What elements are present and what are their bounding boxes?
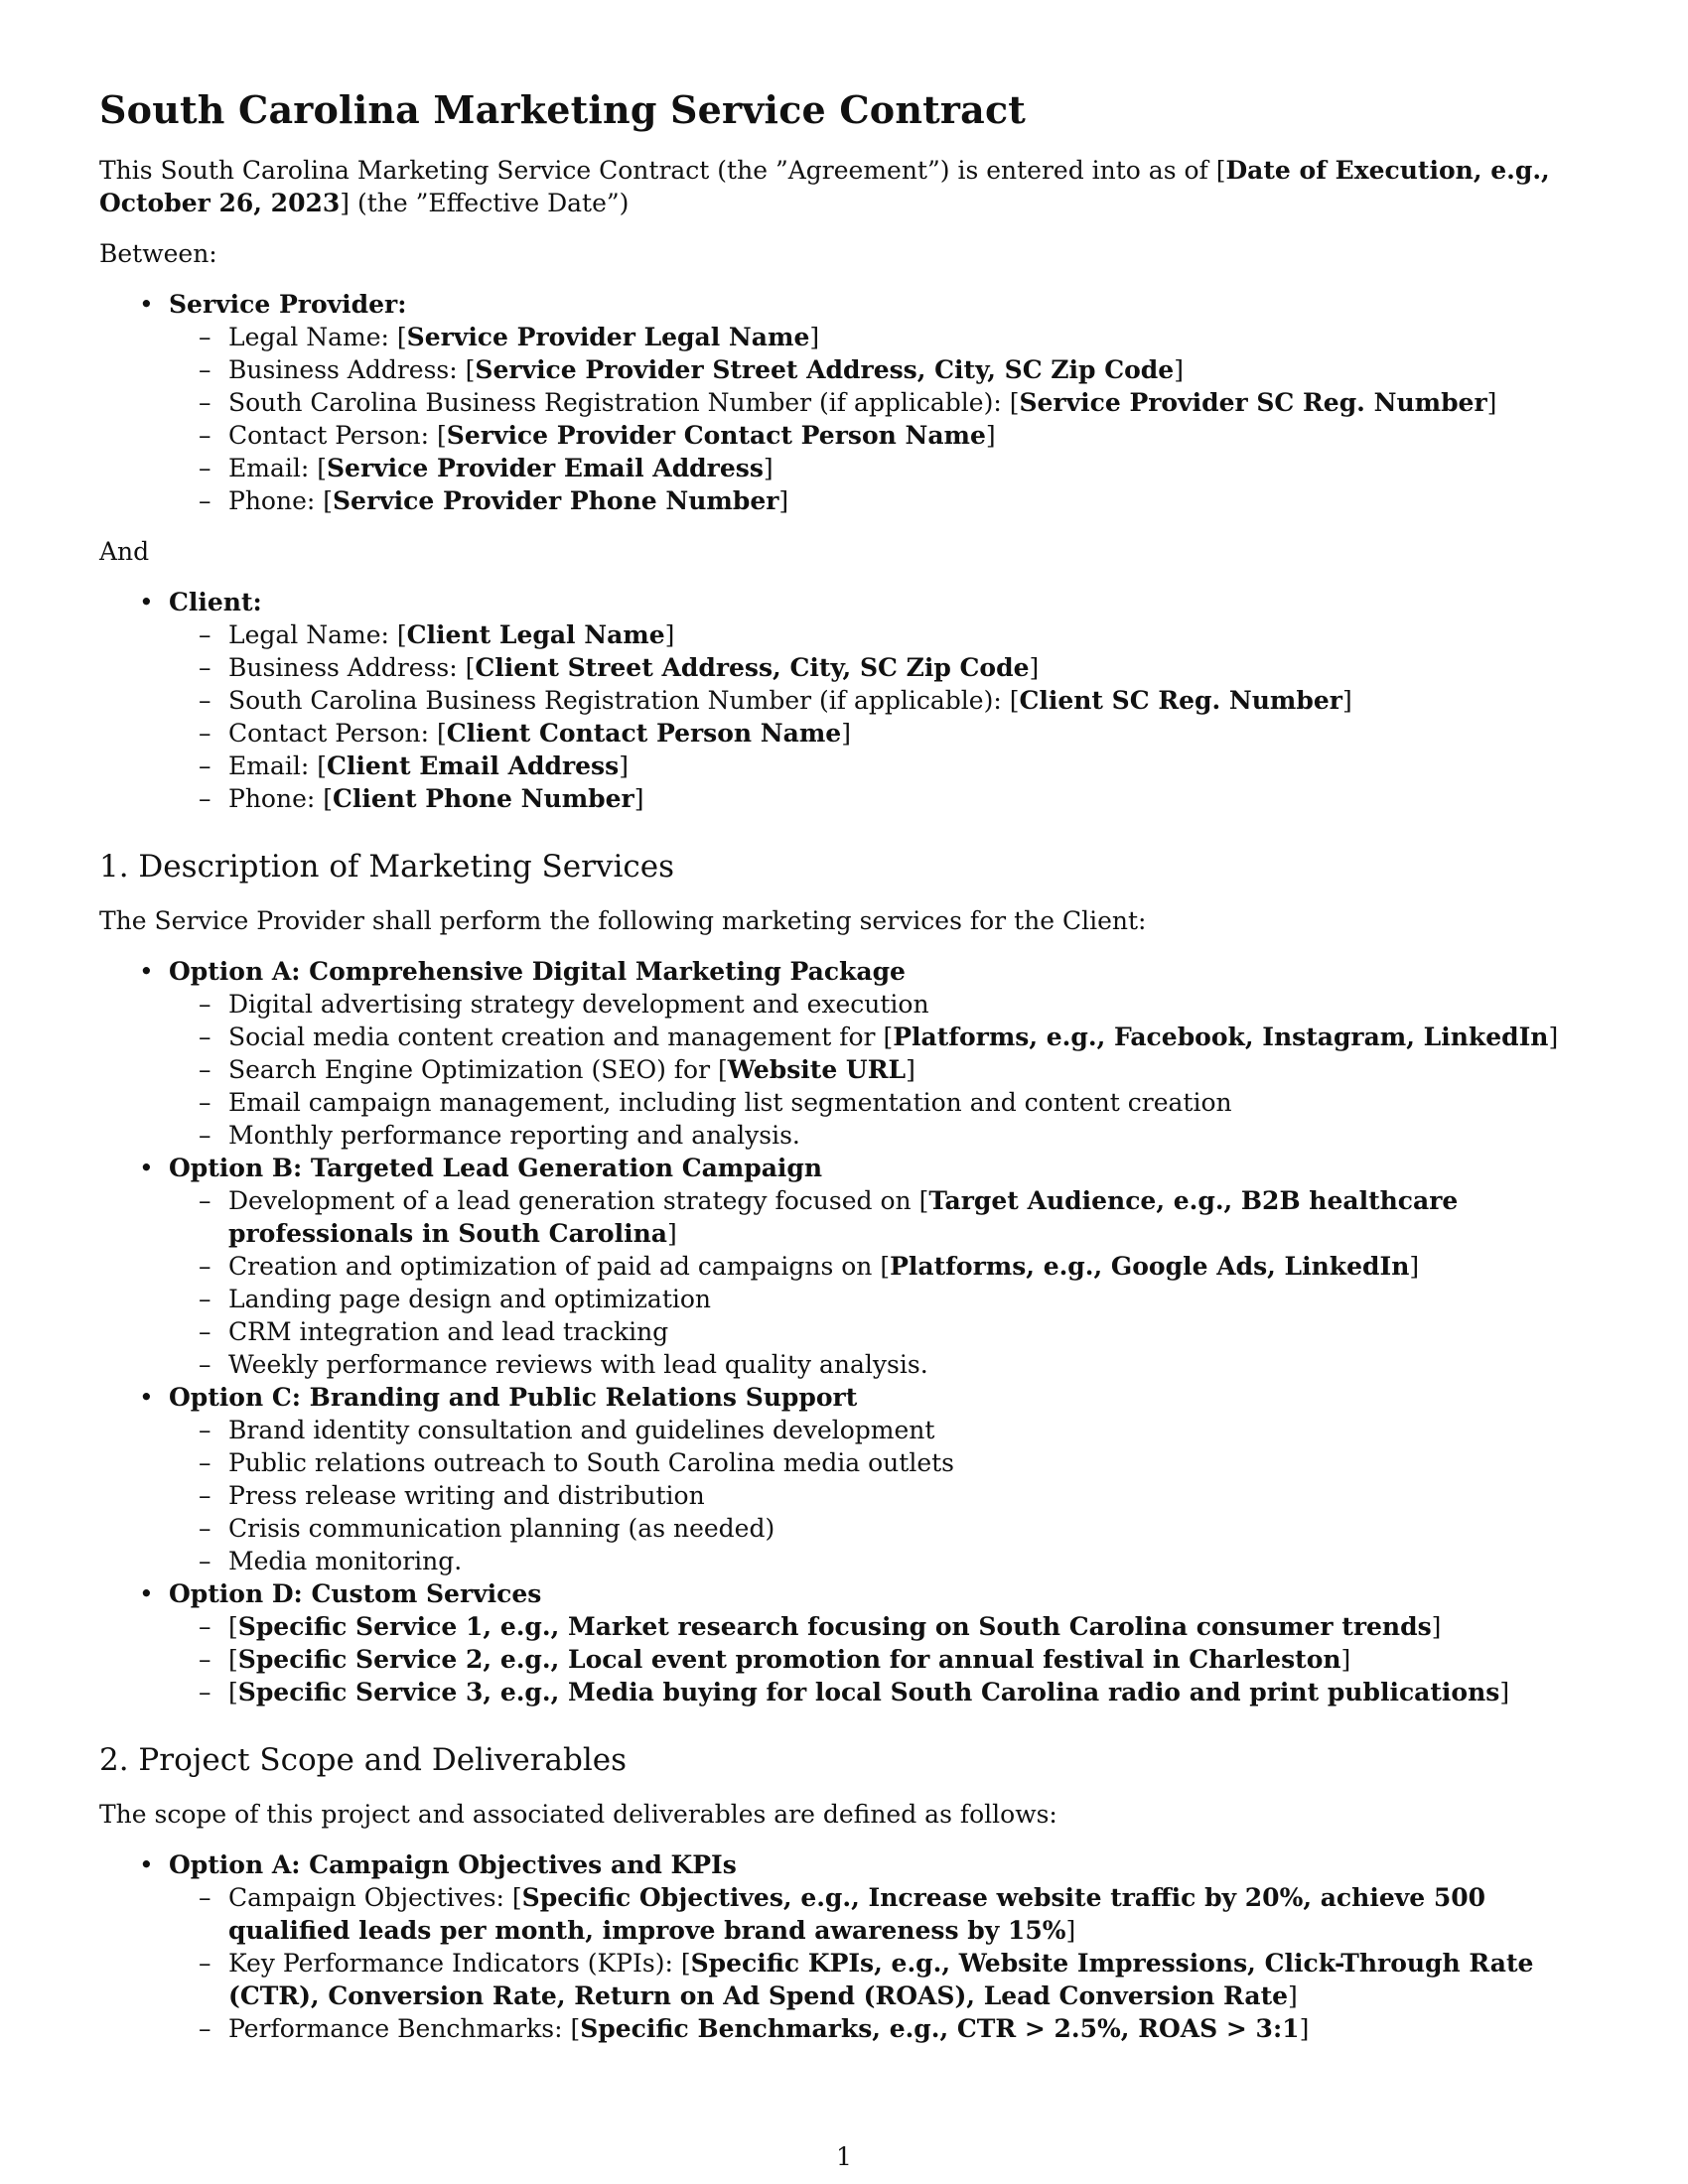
option-heading: Option A: Campaign Objectives and KPIs xyxy=(169,1850,737,1879)
option-a-scope xyxy=(139,1848,1589,2045)
item-text: Key Performance Indicators (KPIs): xyxy=(228,1949,681,1978)
detail-label: Business Address: xyxy=(228,355,458,384)
detail-label: Contact Person: xyxy=(228,719,430,748)
detail-label: Legal Name: xyxy=(228,323,389,351)
scope-item: – Campaign Objectives: [Specific Objectives, e.g., Increase website traffic by 20%, achieve 500 qualified leads per month, improve brand awareness by 15%] xyxy=(199,1881,1589,1947)
section-1-intro: The Service Provider shall perform the following marketing services for the Client: xyxy=(99,906,1147,935)
client-details xyxy=(169,618,1589,815)
client-detail: – Email: [Client Email Address] xyxy=(199,750,1589,782)
and-label: And xyxy=(99,537,150,566)
intro-text-2: ] (the ”Effective Date”) xyxy=(340,189,630,217)
detail-placeholder: Client Email Address xyxy=(326,751,620,780)
detail-label: Contact Person: xyxy=(228,421,430,450)
scope-item: – Performance Benchmarks: [Specific Benchmarks, e.g., CTR > 2.5%, ROAS > 3:1] xyxy=(199,2012,1589,2045)
scope-list xyxy=(99,1848,1589,2045)
services-list xyxy=(99,955,1589,1708)
option-items xyxy=(169,1610,1589,1708)
detail-placeholder: Client Legal Name xyxy=(406,620,665,649)
detail-label: Phone: xyxy=(228,784,316,813)
detail-placeholder: Client Contact Person Name xyxy=(446,719,842,748)
service-item: – CRM integration and lead tracking xyxy=(199,1315,1589,1348)
detail-placeholder: Client Street Address, City, SC Zip Code xyxy=(475,653,1030,682)
detail-label: Phone: xyxy=(228,486,316,515)
option-a-services xyxy=(139,955,1589,1152)
client-heading: Client: xyxy=(169,588,262,616)
section-2-heading: 2. Project Scope and Deliverables xyxy=(99,1742,628,1778)
detail-label: South Carolina Business Registration Number (if applicable): xyxy=(228,686,1002,715)
service-item: – Public relations outreach to South Carolina media outlets xyxy=(199,1446,1589,1479)
service-item: – Monthly performance reporting and analysis. xyxy=(199,1119,1589,1152)
detail-label: Email: xyxy=(228,454,310,482)
item-placeholder: Specific Objectives, e.g., Increase website traffic by 20%, achieve 500 qualified leads per month, improve brand awareness by 15% xyxy=(228,1883,1486,1945)
provider-details xyxy=(169,321,1589,517)
client-detail: – South Carolina Business Registration Number (if applicable): [Client SC Reg. Number] xyxy=(199,684,1589,717)
option-heading: Option D: Custom Services xyxy=(169,1579,542,1608)
service-item: – Crisis communication planning (as needed) xyxy=(199,1512,1589,1545)
service-item: – [Specific Service 2, e.g., Local event promotion for annual festival in Charleston] xyxy=(199,1643,1589,1676)
option-b-services xyxy=(139,1152,1589,1381)
provider-detail: – Legal Name: [Service Provider Legal Name] xyxy=(199,321,1589,353)
item-text: Search Engine Optimization (SEO) for xyxy=(228,1055,719,1084)
service-item: – Development of a lead generation strategy focused on [Target Audience, e.g., B2B healthcare professionals in South Carolina] xyxy=(199,1184,1589,1250)
page-number: 1 xyxy=(836,2142,852,2171)
client-item xyxy=(139,586,1589,815)
detail-placeholder: Service Provider Email Address xyxy=(326,454,764,482)
option-heading: Option C: Branding and Public Relations Support xyxy=(169,1383,858,1412)
detail-placeholder: Client Phone Number xyxy=(333,784,634,813)
option-items xyxy=(169,1414,1589,1577)
service-item: – Media monitoring. xyxy=(199,1545,1589,1577)
provider-list xyxy=(99,288,1589,517)
item-placeholder: Platforms, e.g., Facebook, Instagram, LinkedIn xyxy=(893,1023,1549,1051)
item-placeholder: Target Audience, e.g., B2B healthcare professionals in South Carolina xyxy=(228,1186,1459,1248)
service-item: – [Specific Service 1, e.g., Market research focusing on South Carolina consumer trends] xyxy=(199,1610,1589,1643)
option-heading: Option B: Targeted Lead Generation Campaign xyxy=(169,1154,823,1182)
service-item: – [Specific Service 3, e.g., Media buying for local South Carolina radio and print publications] xyxy=(199,1676,1589,1708)
document-page xyxy=(99,87,1589,2063)
option-items xyxy=(169,1881,1589,2045)
service-item: – Press release writing and distribution xyxy=(199,1479,1589,1512)
intro-paragraph xyxy=(99,154,1589,219)
option-c-services xyxy=(139,1381,1589,1577)
item-placeholder: Specific Benchmarks, e.g., CTR > 2.5%, ROAS > 3:1 xyxy=(580,2014,1300,2043)
option-heading: Option A: Comprehensive Digital Marketing Package xyxy=(169,957,906,986)
service-item: – Brand identity consultation and guidelines development xyxy=(199,1414,1589,1446)
detail-placeholder: Service Provider Legal Name xyxy=(406,323,810,351)
service-item: – Search Engine Optimization (SEO) for [Website URL] xyxy=(199,1053,1589,1086)
section-1-heading: 1. Description of Marketing Services xyxy=(99,849,674,885)
item-placeholder: Website URL xyxy=(727,1055,907,1084)
service-item: – Digital advertising strategy development and execution xyxy=(199,988,1589,1021)
intro-text-1: This South Carolina Marketing Service Contract (the ”Agreement”) is entered into as of [ xyxy=(99,156,1226,185)
detail-placeholder: Service Provider Contact Person Name xyxy=(446,421,986,450)
detail-placeholder: Service Provider Phone Number xyxy=(333,486,779,515)
provider-heading: Service Provider: xyxy=(169,290,407,319)
provider-detail: – Business Address: [Service Provider Street Address, City, SC Zip Code] xyxy=(199,353,1589,386)
item-text: Social media content creation and management for xyxy=(228,1023,884,1051)
item-placeholder: Specific Service 2, e.g., Local event promotion for annual festival in Charleston xyxy=(237,1645,1341,1674)
detail-label: Legal Name: xyxy=(228,620,389,649)
scope-item: – Key Performance Indicators (KPIs): [Specific KPIs, e.g., Website Impressions, Click-Through Rate (CTR), Conversion Rate, Return on Ad Spend (ROAS), Lead Conversion Rate] xyxy=(199,1947,1589,2012)
service-item: – Social media content creation and management for [Platforms, e.g., Facebook, Instagram, LinkedIn] xyxy=(199,1021,1589,1053)
section-2-intro: The scope of this project and associated deliverables are defined as follows: xyxy=(99,1800,1057,1829)
item-text: Creation and optimization of paid ad campaigns on xyxy=(228,1252,881,1281)
detail-label: South Carolina Business Registration Number (if applicable): xyxy=(228,388,1002,417)
service-item: – Landing page design and optimization xyxy=(199,1283,1589,1315)
provider-item xyxy=(139,288,1589,517)
option-d-services xyxy=(139,1577,1589,1708)
option-items xyxy=(169,1184,1589,1381)
provider-detail: – Contact Person: [Service Provider Contact Person Name] xyxy=(199,419,1589,452)
detail-placeholder: Service Provider SC Reg. Number xyxy=(1019,388,1487,417)
client-list xyxy=(99,586,1589,815)
service-item: – Email campaign management, including list segmentation and content creation xyxy=(199,1086,1589,1119)
item-placeholder: Specific Service 1, e.g., Market research focusing on South Carolina consumer trends xyxy=(237,1612,1432,1641)
option-items xyxy=(169,988,1589,1152)
service-item: – Creation and optimization of paid ad campaigns on [Platforms, e.g., Google Ads, LinkedIn] xyxy=(199,1250,1589,1283)
item-placeholder: Specific KPIs, e.g., Website Impressions, Click-Through Rate (CTR), Conversion Rate, Return on Ad Spend (ROAS), Lead Conversion Rate xyxy=(228,1949,1534,2010)
client-detail: – Legal Name: [Client Legal Name] xyxy=(199,618,1589,651)
item-text: Development of a lead generation strategy focused on xyxy=(228,1186,919,1215)
item-text: Campaign Objectives: xyxy=(228,1883,512,1912)
client-detail: – Phone: [Client Phone Number] xyxy=(199,782,1589,815)
between-label: Between: xyxy=(99,239,217,268)
document-title: South Carolina Marketing Service Contract xyxy=(99,87,1027,132)
provider-detail: – Phone: [Service Provider Phone Number] xyxy=(199,484,1589,517)
client-detail: – Contact Person: [Client Contact Person Name] xyxy=(199,717,1589,750)
provider-detail: – South Carolina Business Registration Number (if applicable): [Service Provider SC Reg. Number] xyxy=(199,386,1589,419)
detail-placeholder: Service Provider Street Address, City, SC Zip Code xyxy=(475,355,1175,384)
detail-placeholder: Client SC Reg. Number xyxy=(1019,686,1342,715)
item-text: Performance Benchmarks: xyxy=(228,2014,571,2043)
client-detail: – Business Address: [Client Street Address, City, SC Zip Code] xyxy=(199,651,1589,684)
provider-detail: – Email: [Service Provider Email Address] xyxy=(199,452,1589,484)
service-item: – Weekly performance reviews with lead quality analysis. xyxy=(199,1348,1589,1381)
detail-label: Business Address: xyxy=(228,653,458,682)
item-placeholder: Platforms, e.g., Google Ads, LinkedIn xyxy=(890,1252,1410,1281)
item-placeholder: Specific Service 3, e.g., Media buying for local South Carolina radio and print publications xyxy=(237,1678,1500,1706)
execution-date-placeholder: Date of Execution, e.g., October 26, 2023 xyxy=(99,156,1550,217)
detail-label: Email: xyxy=(228,751,310,780)
